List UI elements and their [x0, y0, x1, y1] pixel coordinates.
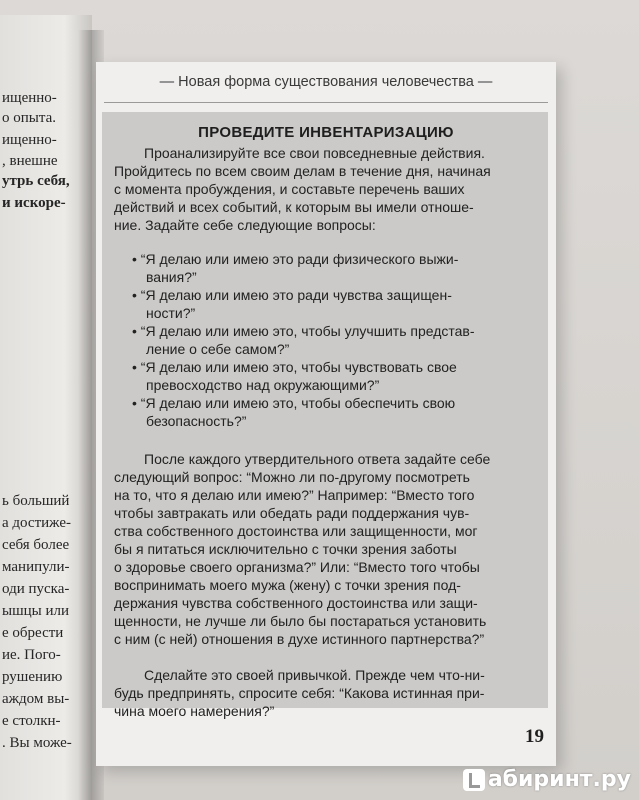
labirint-logo-icon	[463, 769, 485, 791]
bullet-line: безопасность?”	[146, 413, 247, 429]
exercise-heading: ПРОВЕДИТЕ ИНВЕНТАРИЗАЦИЮ	[198, 124, 454, 141]
watermark	[463, 767, 631, 792]
paragraph-line: Сделайте это своей привычкой. Прежде чем что-ни-	[144, 667, 485, 683]
intro-line: ние. Задайте себе следующие вопросы:	[114, 217, 376, 233]
left-page-line: манипули-	[2, 559, 70, 575]
bullet-line: • “Я делаю или имею это, чтобы чувствовать свое	[132, 359, 457, 375]
bullet-line: • “Я делаю или имею это ради чувства защищен-	[132, 287, 452, 303]
left-page-line: ышцы или	[2, 603, 70, 619]
paragraph-line: с ним (с ней) отношения в духе истинного партнерства?”	[114, 631, 485, 647]
left-page-line: ищенно-	[2, 132, 57, 148]
left-page-line: оди пуска-	[2, 581, 70, 597]
left-page-line: аждом вы-	[2, 691, 70, 707]
intro-line: Пройдитесь по всем своим делам в течение дня, начиная	[114, 163, 491, 179]
paragraph-line: будь предпринять, спросите себя: “Какова истинная при-	[114, 685, 485, 701]
paragraph-line: держания чувства собственного достоинства или защи-	[114, 595, 478, 611]
intro-line: действий и всех событий, к которым вы имели отноше-	[114, 199, 474, 215]
running-head-rule	[104, 102, 548, 103]
left-page-line: ищенно-	[2, 90, 57, 106]
bullet-line: ление о себе самом?”	[146, 341, 290, 357]
paragraph-line: следующий вопрос: “Можно ли по-другому посмотреть	[114, 469, 470, 485]
book-page	[96, 62, 556, 766]
paragraph-line: чтобы завтракать или обедать ради поддержания чув-	[114, 505, 470, 521]
left-page-line: . Вы може-	[2, 735, 72, 751]
page-number: 19	[525, 726, 544, 747]
bullet-line: ности?”	[146, 305, 196, 321]
bullet-line: • “Я делаю или имею это, чтобы обеспечить свою	[132, 395, 456, 411]
paragraph-line: воспринимать моего мужа (жену) с точки зрения под-	[114, 577, 461, 593]
left-page-line: ь больший	[2, 493, 70, 509]
running-head: — Новая форма существования человечества —	[159, 74, 493, 90]
paragraph-line: щенности, не лучше ли было бы постараться установить	[114, 613, 487, 629]
paragraph-line: ства собственного достоинства или защищенности, мог	[114, 523, 478, 539]
paragraph-line: чина моего намерения?”	[114, 703, 275, 719]
left-page-line: а достиже-	[2, 515, 71, 531]
intro-line: Проанализируйте все свои повседневные действия.	[144, 145, 485, 161]
paragraph-line: на то, что я делаю или имею?” Например: “Вместо того	[114, 487, 475, 503]
left-page-line: о опыта.	[2, 110, 57, 126]
bullet-line: • “Я делаю или имею это ради физического выжи-	[132, 251, 459, 267]
left-page-line: и искоре-	[2, 195, 66, 211]
paragraph-line: бы я питаться исключительно с точки зрения заботы	[114, 541, 457, 557]
intro-line: с момента пробуждения, и составьте перечень ваших	[114, 181, 465, 197]
left-page-line: е столкн-	[2, 713, 61, 729]
left-page-line: себя более	[2, 537, 70, 553]
bullet-line: • “Я делаю или имею это, чтобы улучшить представ-	[132, 323, 475, 339]
watermark-text: абиринт.ру	[487, 767, 631, 792]
left-page-line: утрь себя,	[2, 173, 70, 189]
paragraph-line: о здоровье своего организма?” Или: “Вместо того чтобы	[114, 559, 480, 575]
left-page-line: , внешне	[2, 153, 58, 169]
left-page-line: ие. Пого-	[2, 647, 61, 663]
left-page-line: е обрести	[2, 625, 64, 641]
bullet-line: превосходство над окружающими?”	[146, 377, 380, 393]
left-page-line: рушению	[2, 669, 63, 685]
paragraph-line: После каждого утвердительного ответа задайте себе	[144, 451, 491, 467]
bullet-line: вания?”	[146, 269, 197, 285]
